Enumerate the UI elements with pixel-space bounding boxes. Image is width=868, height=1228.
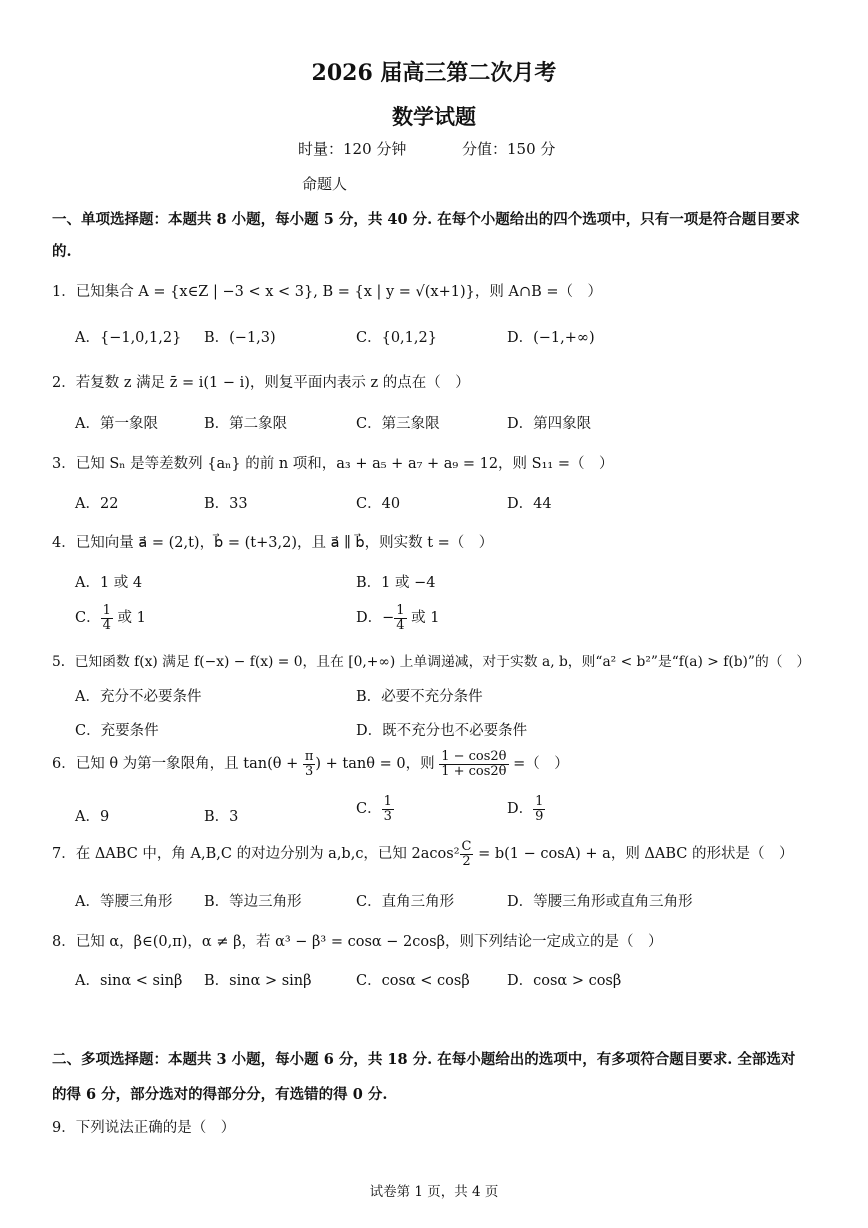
q6-d-numerator: 1 (535, 794, 544, 809)
q8-option-a: A．sinα < sinβ (75, 973, 183, 989)
q4-d-numerator: 1 (396, 603, 405, 618)
q4-option-c-fraction (101, 604, 113, 632)
section-1-heading-line2: 的. (52, 243, 72, 260)
q4-option-d-prefix: D．− (356, 610, 395, 627)
q6-c-denominator: 3 (383, 808, 392, 824)
q4-option-d-fraction (394, 604, 406, 632)
q1-option-c: C．{0,1,2} (356, 330, 437, 346)
total-score: 分值：150 分 (462, 140, 556, 158)
q4-c-numerator: 1 (102, 603, 111, 618)
section-1-heading-line1: 一、单项选择题：本题共 8 小题，每小题 5 分，共 40 分. 在每个小题给出的四个选项中，只有一项是符合题目要求 (52, 211, 800, 228)
q4-option-c-prefix: C． (75, 610, 101, 627)
question-4-stem: 4．已知向量 a⃗ = (2,t)，b⃗ = (t+3,2)，且 a⃗ ∥ b⃗，则实数 t =（ ） (52, 535, 494, 551)
q7-stem-suffix: = b(1 − cosA) + a，则 ΔABC 的形状是（ ） (473, 846, 794, 863)
section-2-heading-line2: 的得 6 分，部分选对的得部分分，有选错的得 0 分. (52, 1086, 388, 1103)
q4-option-d (356, 604, 440, 632)
q5-option-d: D．既不充分也不必要条件 (356, 723, 528, 739)
q5-option-b: B．必要不充分条件 (356, 689, 483, 705)
q5-option-a: A．充分不必要条件 (75, 689, 202, 705)
q7-c: C (461, 839, 472, 854)
q1-option-d: D．(−1,+∞) (507, 330, 595, 346)
q6-stem-prefix: 6．已知 θ 为第一象限角，且 tan(θ + (52, 756, 303, 773)
q6-ratio-numerator: 1 − cos2θ (441, 749, 507, 764)
q6-pi-over-3 (303, 750, 316, 778)
exam-title: 2026 届高三第二次月考 (311, 60, 557, 86)
q2-option-b: B．第二象限 (204, 416, 288, 432)
q6-option-b: B．3 (204, 809, 239, 825)
q6-option-c-fraction (382, 795, 394, 823)
page-footer: 试卷第 1 页，共 4 页 (369, 1184, 499, 1200)
question-3-stem: 3．已知 Sₙ 是等差数列 {aₙ} 的前 n 项和，a₃ + a₅ + a₇ + a₉ = 12，则 S₁₁ =（ ） (52, 456, 614, 472)
question-1-stem: 1．已知集合 A = {x∈Z | −3 < x < 3}, B = {x | y = √(x+1)}，则 A∩B =（ ） (52, 284, 603, 300)
q3-option-d: D．44 (507, 496, 552, 512)
q7-stem-prefix: 7．在 ΔABC 中，角 A,B,C 的对边分别为 a,b,c，已知 2acos² (52, 846, 460, 863)
q1-option-b: B．(−1,3) (204, 330, 276, 346)
question-2-stem: 2．若复数 z 满足 z̄ = i(1 − i)，则复平面内表示 z 的点在（ ） (52, 375, 470, 391)
q3-option-a: A．22 (75, 496, 119, 512)
q7-option-b: B．等边三角形 (204, 894, 302, 910)
q6-option-c-prefix: C． (356, 801, 382, 818)
q7-option-a: A．等腰三角形 (75, 894, 173, 910)
question-8-stem: 8．已知 α，β∈(0,π)，α ≠ β，若 α³ − β³ = cosα − 2cosβ，则下列结论一定成立的是（ ） (52, 934, 663, 950)
q6-stem-middle: ) + tanθ = 0，则 (315, 756, 440, 773)
question-5-stem: 5．已知函数 f(x) 满足 f(−x) − f(x) = 0，且在 [0,+∞) 上单调递减，对于实数 a, b，则“a² < b²”是“f(a) > f(b)”的（ ） (52, 654, 811, 670)
q8-option-b: B．sinα > sinβ (204, 973, 312, 989)
q5-option-c: C．充要条件 (75, 723, 159, 739)
q7-c-over-2 (460, 840, 474, 868)
question-6-stem (52, 750, 569, 778)
q2-option-d: D．第四象限 (507, 416, 592, 432)
q6-ratio-denominator: 1 + cos2θ (441, 763, 507, 779)
q4-option-c-suffix: 或 1 (112, 610, 146, 627)
q7-two: 2 (462, 853, 471, 869)
author-label: 命题人 (302, 175, 348, 193)
section-2-heading-line1: 二、多项选择题：本题共 3 小题，每小题 6 分，共 18 分. 在每小题给出的选项中，有多项符合题目要求. 全部选对 (52, 1051, 796, 1068)
q8-option-d: D．cosα > cosβ (507, 973, 622, 989)
q6-stem-suffix: =（ ） (508, 756, 569, 773)
q6-option-a: A．9 (75, 809, 110, 825)
q1-option-a: A．{−1,0,1,2} (75, 330, 182, 346)
q7-option-c: C．直角三角形 (356, 894, 455, 910)
q6-d-denominator: 9 (535, 808, 544, 824)
q6-option-d-fraction (533, 795, 545, 823)
q6-pi: π (304, 749, 314, 764)
time-limit: 时量：120 分钟 (298, 140, 407, 158)
q6-c-numerator: 1 (383, 794, 392, 809)
q3-option-c: C．40 (356, 496, 401, 512)
q7-option-d: D．等腰三角形或直角三角形 (507, 894, 693, 910)
q4-option-a: A．1 或 4 (75, 575, 143, 591)
q4-option-c (75, 604, 146, 632)
q6-three: 3 (304, 763, 314, 779)
q4-option-d-suffix: 或 1 (406, 610, 440, 627)
q2-option-c: C．第三象限 (356, 416, 440, 432)
q4-d-denominator: 4 (396, 617, 405, 633)
q6-option-d (507, 795, 545, 823)
q6-ratio-fraction (439, 750, 508, 778)
q6-option-c (356, 795, 394, 823)
q4-c-denominator: 4 (102, 617, 111, 633)
q8-option-c: C．cosα < cosβ (356, 973, 470, 989)
q4-option-b: B．1 或 −4 (356, 575, 436, 591)
q6-option-d-prefix: D． (507, 801, 534, 818)
question-9-stem: 9．下列说法正确的是（ ） (52, 1120, 236, 1136)
q2-option-a: A．第一象限 (75, 416, 158, 432)
subject-title: 数学试题 (392, 104, 476, 129)
question-7-stem (52, 840, 794, 868)
q3-option-b: B．33 (204, 496, 248, 512)
